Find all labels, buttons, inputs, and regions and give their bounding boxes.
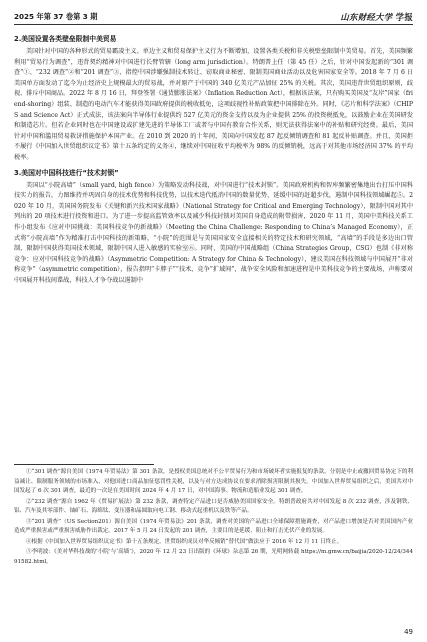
issue-info: 2025 年第 37 卷第 3 期 [14, 12, 98, 21]
footnote-301-investigation: ①“301 调查”源自美国《1974 年贸易法》第 301 条款，是授权美国总统对不公平贸易行为和市场破坏者实施报复的条款，分别是中止或撤回贸易协定下的利益减让、限制服务领域的市场准入、对他国进口商品加征惩罚性关税，以及与对方达成协议在要求消除损害限制其损失。中国加入世界贸易组织之后，美国共对中国发起了 6 次 301 调查，最近的一次是在美国时间 2024 年 4 月 17 日，对中国海事、物流和造船业发起 301 调查。 [14, 469, 413, 494]
running-header [14, 6, 413, 25]
footnote-divider [14, 464, 154, 465]
footnote-reference-link: ⑤李明波：《美对华科技战的‘小院’与‘高墙’》，2020 年 12 月 23 日出版的《环球》杂志第 26 期，光明网转载 https://m.gmw.cn/baijia/2020-12/24/34491582.html。 [14, 549, 413, 565]
section-heading-tech-blockade: 3.美国对中国科技进行“技术封锁” [14, 168, 119, 177]
footnote-wto-protocol: ④根据《中国加入世界贸易组织议定书》第十五条规定，世贸组织成员对华反倾销“替代国”做法应于 2016 年 12 月 11 日终止。 [26, 538, 343, 545]
paragraph-tech-blockade: 美国以“小院高墙”（small yard, high fence）为策略发动科技战，对中国进行“技术封锁”。美国政府机构和智库频繁密集地出台打压中国科技实力的报告，力图维持并巩固自身的技术优势和科技优势，以技术迭代抵消中国的数量优势，延缓中国的赶超步伐，遏制中国科技领域崛起⑤。2020 年 10 月，美国国务院发布《关键和新兴技术国家战略》（National Strategy for Critical and Emerging Technology），限制中国对其中列出的 20 项技术进行投资和进口。为了进一步提高监管效率以及减少科技封锁对美国自身造成的附带损害，2020 年 11 月，美国中美科技关系工作小组发布《应对中国挑战：美国科技竞争的新战略》（Meeting the China Challenge: Responding to China’s Managed Economy），正式将“小院高墙”作为精准打击中国科技的新策略，“小院”的范围是与美国国家安全直接相关的特定技术和研究领域，“高墙”的手段是多边出口管制，限制中国获得美国技术领域，限制中国人进入敏感的实验室⑥。同时，美国的中国战略组（China Strategies Group，CSG）也制《非对称竞争：应对中国科技竞争的战略》（Asymmetric Competition: A Strategy for China & Technology），建议美国在科技领域与中国展开“非对称竞争”（asymmetric competition），报告指明“卡脖子”“技术、竞争”扩域间”，战争安全风险和加速进程是中美科技竞争的主要战场，声称要对中国展开科技间谍战、科技人才争夺战以遏制中 [14, 181, 413, 284]
article-body [14, 30, 413, 460]
journal-suffix: 学报 [395, 12, 413, 22]
footnote-201-investigation: ③“201 调查”（US Section201）源自美国《1974 年贸易法》201 条款，调查对美国的产品进口全球保障措施调查，对产品进口增加是否对美国国内产业造成严重损害或严重损害威胁作出裁定。2017 年 5 月 24 日发起的 201 调查，主要目的是延缓、阻止和打击光伏产业的发展。 [14, 518, 413, 534]
journal-logo: 山东财经大学 [340, 12, 393, 22]
paragraph-trade-barriers: 美国针对中国的各种形式的贸易霸凌主义、单边主义和贸易保护主义行为不断增加，设置各类关税和非关税壁垒限制中美贸易。首先，美国频繁利用“贸易行为调查”，违背契约精神对中国进行长臂管辖（long arm jurisdiction）。特朗普上任（第 45 任）之后，针对中国发起新的“301 调查”①、“232 调查”②和“201 调查”③，指控中国涉嫌强制技术转让、窃取商业秘密、限制美国商业活动以及危害国家安全等。2018 年 7 月 6 日美国单方面发动了迄今为止经济史上规模最大的贸易战，并对原产于中国的 340 亿美元产品加征 25% 的关税。其次，美国违背世贸组织原则，歧视、排斥中国商品。2022 年 8 月 16 日，拜登签署《通货膨胀法案》（Inflation Reduction Act），根据该法案，只有购买美国及“友岸”国家（friend-shoring）组装、制造的电动汽车才能获得美国政府提供的税收抵免，这项歧视性补贴政策把中国排除在外。同时，《芯片和科学法案》（CHIPS and Science Act）正式成法，该法案向半导体行业提供约 527 亿美元的资金支持以及为企业提供 25% 的投资税抵免，以鼓励企业在美国研发和制造芯片。但若企业同时也在中国建设或扩建先进的半导体工厂或者与中国有教育合作关系，则无法获得法案中的补贴和研究经费。最后，美国针对中国和滥用贸易救济措施保护本国产业。在 2010 到 2020 的十年间，美国向中国发起 87 起反倾销调查和 81 起反补贴调查。并且，美国拒不履行《中国加入世贸组织议定书》第十五条约定的义务④，继续对中国征收平均税率为 98% 的反倾销税，远高于对其他市场经济国 37% 的平均税率。 [14, 48, 413, 161]
journal-title [340, 11, 413, 24]
page-number: 49 [404, 628, 413, 636]
footnote-232-investigation: ②“232 调查”源自 1962 年《贸易扩展法》第 232 条款，调查特定产品进口是否威胁美国国家安全。特朗普政府共对中国发起 8 次 232 调查，涉及钢铁、铝、汽车及其零部件、铀矿石、海绵钛、变压器和晶圆取向电工钢、移动式起重机以及铁等产品。 [14, 498, 413, 514]
section-heading-trade-barriers: 2.美国设置各类壁垒限制中美贸易 [14, 35, 117, 43]
footnotes [14, 464, 413, 620]
